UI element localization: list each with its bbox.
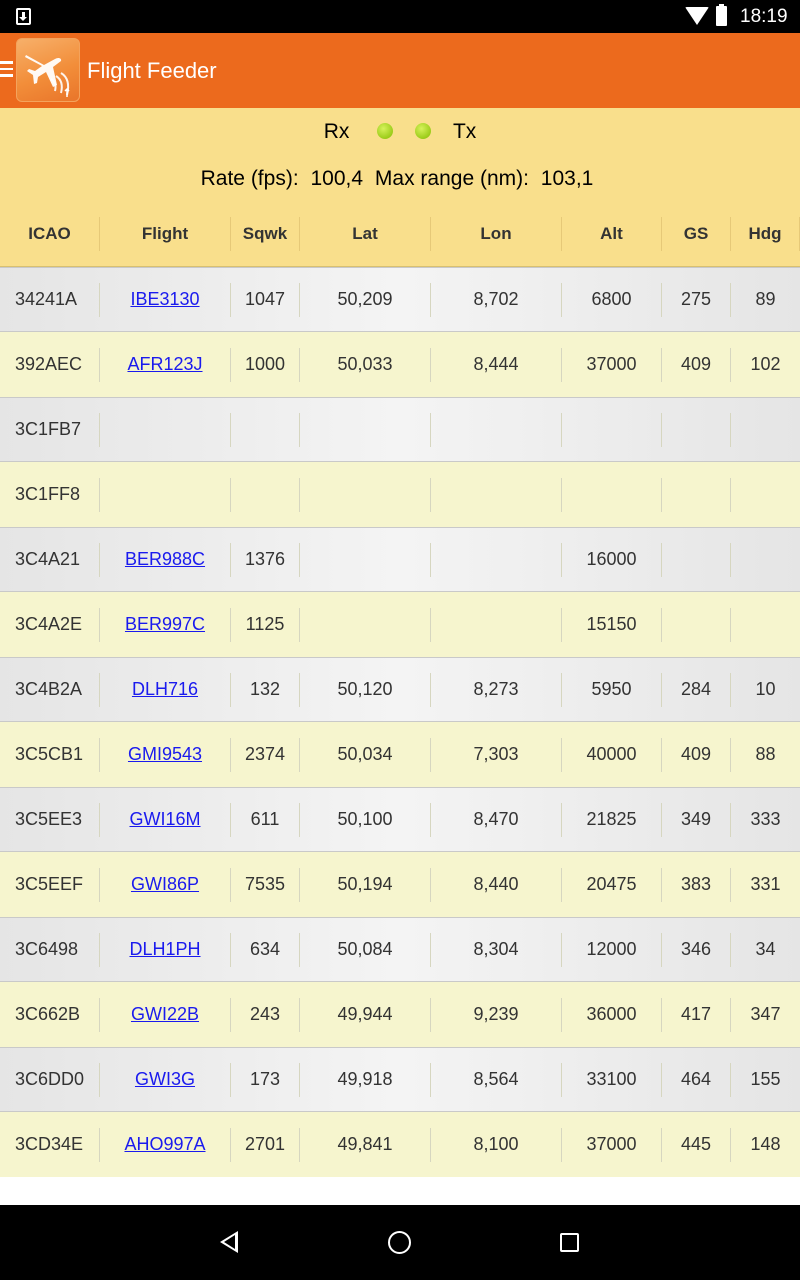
- rate-value: 100,4: [310, 167, 364, 190]
- flight-link[interactable]: IBE3130: [130, 289, 200, 309]
- flight-link[interactable]: DLH1PH: [129, 939, 201, 959]
- cell-flight: [100, 543, 231, 577]
- cell-hdg: 155: [750, 1069, 781, 1089]
- cell-hdg: [731, 478, 800, 512]
- cell-flight: [100, 413, 231, 447]
- cell-squawk: 1125: [231, 608, 300, 642]
- table-row[interactable]: [0, 917, 800, 982]
- cell-lat: [300, 543, 431, 577]
- max-range-label: Max range (nm):: [374, 167, 529, 190]
- cell-gs: 464: [662, 1063, 731, 1097]
- cell-icao: 392AEC: [0, 348, 100, 382]
- cell-icao: 3C4B2A: [0, 673, 100, 707]
- cell-lat: 49,918: [300, 1063, 431, 1097]
- cell-lat: 49,841: [300, 1128, 431, 1162]
- cell-flight: [100, 803, 231, 837]
- cell-flight: [100, 348, 231, 382]
- table-row[interactable]: [0, 462, 800, 527]
- table-row[interactable]: [0, 592, 800, 657]
- cell-flight: [100, 673, 231, 707]
- cell-squawk: 1047: [231, 283, 300, 317]
- cell-gs: 284: [662, 673, 731, 707]
- cell-gs: [662, 608, 731, 642]
- cell-squawk: 7535: [231, 868, 300, 902]
- table-row[interactable]: [0, 787, 800, 852]
- max-range-value: 103,1: [540, 167, 594, 190]
- cell-squawk: 132: [231, 673, 300, 707]
- cell-hdg: 34: [755, 939, 776, 959]
- flight-link[interactable]: GWI22B: [130, 1004, 200, 1024]
- tx-label: Tx: [452, 120, 477, 143]
- column-header-squawk[interactable]: Sqwk: [231, 217, 300, 251]
- flight-link[interactable]: BER988C: [124, 549, 206, 569]
- cell-flight: [100, 868, 231, 902]
- cell-lon: 8,702: [431, 283, 562, 317]
- column-header-icao[interactable]: ICAO: [0, 217, 100, 251]
- cell-alt: 40000: [562, 738, 662, 772]
- cell-lon: [431, 608, 562, 642]
- menu-icon[interactable]: [0, 61, 14, 77]
- cell-alt: 5950: [562, 673, 662, 707]
- cell-gs: 275: [662, 283, 731, 317]
- cell-lon: 8,273: [431, 673, 562, 707]
- cell-squawk: 2701: [231, 1128, 300, 1162]
- cell-squawk: [231, 478, 300, 512]
- cell-icao: 3C5EE3: [0, 803, 100, 837]
- column-header-gs[interactable]: GS: [662, 217, 731, 251]
- cell-alt: 21825: [562, 803, 662, 837]
- cell-alt: 12000: [562, 933, 662, 967]
- cell-lat: 50,034: [300, 738, 431, 772]
- cell-lat: 50,209: [300, 283, 431, 317]
- cell-gs: 417: [662, 998, 731, 1032]
- cell-icao: 3C4A21: [0, 543, 100, 577]
- column-header-hdg[interactable]: Hdg: [731, 217, 800, 251]
- rx-tx-indicator: [0, 120, 800, 144]
- table-row[interactable]: [0, 982, 800, 1047]
- cell-lat: 49,944: [300, 998, 431, 1032]
- cell-gs: 445: [662, 1128, 731, 1162]
- cell-alt: 6800: [562, 283, 662, 317]
- cell-alt: 15150: [562, 608, 662, 642]
- battery-icon: [716, 6, 727, 26]
- cell-alt: [562, 478, 662, 512]
- flight-link[interactable]: GWI86P: [130, 874, 200, 894]
- cell-lon: [431, 543, 562, 577]
- column-header-flight[interactable]: Flight: [100, 217, 231, 251]
- cell-gs: [662, 543, 731, 577]
- cell-hdg: [731, 608, 800, 642]
- cell-lat: 50,084: [300, 933, 431, 967]
- flight-link[interactable]: DLH716: [131, 679, 199, 699]
- cell-alt: 33100: [562, 1063, 662, 1097]
- recents-icon[interactable]: [560, 1233, 579, 1252]
- table-row[interactable]: [0, 397, 800, 462]
- cell-alt: [562, 413, 662, 447]
- cell-lat: 50,100: [300, 803, 431, 837]
- wifi-icon: [685, 7, 709, 25]
- cell-hdg: 88: [755, 744, 776, 764]
- cell-hdg: 331: [750, 874, 781, 894]
- rx-indicator-icon: [377, 123, 393, 139]
- cell-squawk: 243: [231, 998, 300, 1032]
- cell-hdg: 148: [750, 1134, 781, 1154]
- cell-lon: 9,239: [431, 998, 562, 1032]
- cell-icao: 3C4A2E: [0, 608, 100, 642]
- app-logo-icon[interactable]: [16, 38, 80, 102]
- cell-alt: 37000: [562, 1128, 662, 1162]
- cell-lat: [300, 608, 431, 642]
- cell-hdg: 333: [750, 809, 781, 829]
- cell-squawk: 634: [231, 933, 300, 967]
- cell-flight: [100, 478, 231, 512]
- cell-lon: 8,564: [431, 1063, 562, 1097]
- cell-flight: [100, 933, 231, 967]
- table-row[interactable]: [0, 1047, 800, 1112]
- table-row[interactable]: [0, 852, 800, 917]
- cell-icao: 3C5EEF: [0, 868, 100, 902]
- cell-gs: 349: [662, 803, 731, 837]
- cell-gs: 409: [662, 348, 731, 382]
- column-header-alt[interactable]: Alt: [562, 217, 662, 251]
- cell-icao: 3C1FF8: [0, 478, 100, 512]
- cell-gs: 383: [662, 868, 731, 902]
- cell-lon: 8,444: [431, 348, 562, 382]
- cell-squawk: 173: [231, 1063, 300, 1097]
- cell-hdg: [731, 413, 800, 447]
- receiver-status-panel: [0, 108, 800, 202]
- cell-lon: 8,304: [431, 933, 562, 967]
- cell-hdg: 347: [750, 1004, 781, 1024]
- cell-icao: 3C6498: [0, 933, 100, 967]
- download-icon: [16, 8, 31, 25]
- cell-squawk: 611: [231, 803, 300, 837]
- cell-icao: 3C662B: [0, 998, 100, 1032]
- cell-alt: 16000: [562, 543, 662, 577]
- cell-lat: 50,120: [300, 673, 431, 707]
- cell-lon: [431, 413, 562, 447]
- cell-icao: 34241A: [0, 283, 100, 317]
- flight-link[interactable]: GMI9543: [127, 744, 203, 764]
- cell-flight: [100, 1128, 231, 1162]
- status-bar: [0, 0, 800, 33]
- table-row[interactable]: [0, 267, 800, 332]
- cell-gs: [662, 413, 731, 447]
- cell-alt: 36000: [562, 998, 662, 1032]
- cell-gs: 409: [662, 738, 731, 772]
- aircraft-table[interactable]: [0, 202, 800, 1205]
- status-time: 18:19: [740, 6, 788, 27]
- cell-icao: 3C1FB7: [0, 413, 100, 447]
- cell-hdg: 102: [750, 354, 781, 374]
- app-bar: [0, 33, 800, 108]
- navigation-bar: [0, 1205, 800, 1280]
- table-row[interactable]: [0, 657, 800, 722]
- table-row[interactable]: [0, 527, 800, 592]
- cell-flight: [100, 1063, 231, 1097]
- cell-icao: 3CD34E: [0, 1128, 100, 1162]
- cell-flight: [100, 998, 231, 1032]
- cell-icao: 3C6DD0: [0, 1063, 100, 1097]
- flight-link[interactable]: AFR123J: [127, 354, 203, 374]
- table-row[interactable]: [0, 1112, 800, 1177]
- cell-squawk: 1000: [231, 348, 300, 382]
- cell-lat: [300, 413, 431, 447]
- home-icon[interactable]: [388, 1231, 411, 1254]
- rx-label: Rx: [323, 120, 350, 143]
- app-title: Flight Feeder: [87, 58, 217, 83]
- cell-hdg: 89: [755, 289, 776, 309]
- cell-squawk: 2374: [231, 738, 300, 772]
- cell-flight: [100, 608, 231, 642]
- cell-hdg: [731, 543, 800, 577]
- cell-lon: 8,100: [431, 1128, 562, 1162]
- cell-lon: 8,470: [431, 803, 562, 837]
- cell-lon: 8,440: [431, 868, 562, 902]
- cell-hdg: 10: [755, 679, 776, 699]
- back-icon[interactable]: [220, 1231, 238, 1253]
- cell-lon: [431, 478, 562, 512]
- cell-flight: [100, 283, 231, 317]
- cell-lat: [300, 478, 431, 512]
- flight-link[interactable]: BER997C: [124, 614, 206, 634]
- cell-squawk: [231, 413, 300, 447]
- cell-lon: 7,303: [431, 738, 562, 772]
- cell-flight: [100, 738, 231, 772]
- table-row[interactable]: [0, 332, 800, 397]
- cell-gs: 346: [662, 933, 731, 967]
- flight-link[interactable]: GWI3G: [134, 1069, 195, 1089]
- cell-icao: 3C5CB1: [0, 738, 100, 772]
- cell-alt: 37000: [562, 348, 662, 382]
- table-body: [0, 267, 800, 1177]
- column-header-lat[interactable]: Lat: [300, 217, 431, 251]
- rate-range-line: [0, 167, 800, 191]
- cell-gs: [662, 478, 731, 512]
- cell-lat: 50,033: [300, 348, 431, 382]
- table-header: [0, 202, 800, 267]
- flight-link[interactable]: GWI16M: [129, 809, 201, 829]
- column-header-lon[interactable]: Lon: [431, 217, 562, 251]
- tx-indicator-icon: [415, 123, 431, 139]
- cell-squawk: 1376: [231, 543, 300, 577]
- cell-alt: 20475: [562, 868, 662, 902]
- table-row[interactable]: [0, 722, 800, 787]
- rate-label: Rate (fps):: [200, 167, 299, 190]
- cell-lat: 50,194: [300, 868, 431, 902]
- flight-link[interactable]: AHO997A: [124, 1134, 206, 1154]
